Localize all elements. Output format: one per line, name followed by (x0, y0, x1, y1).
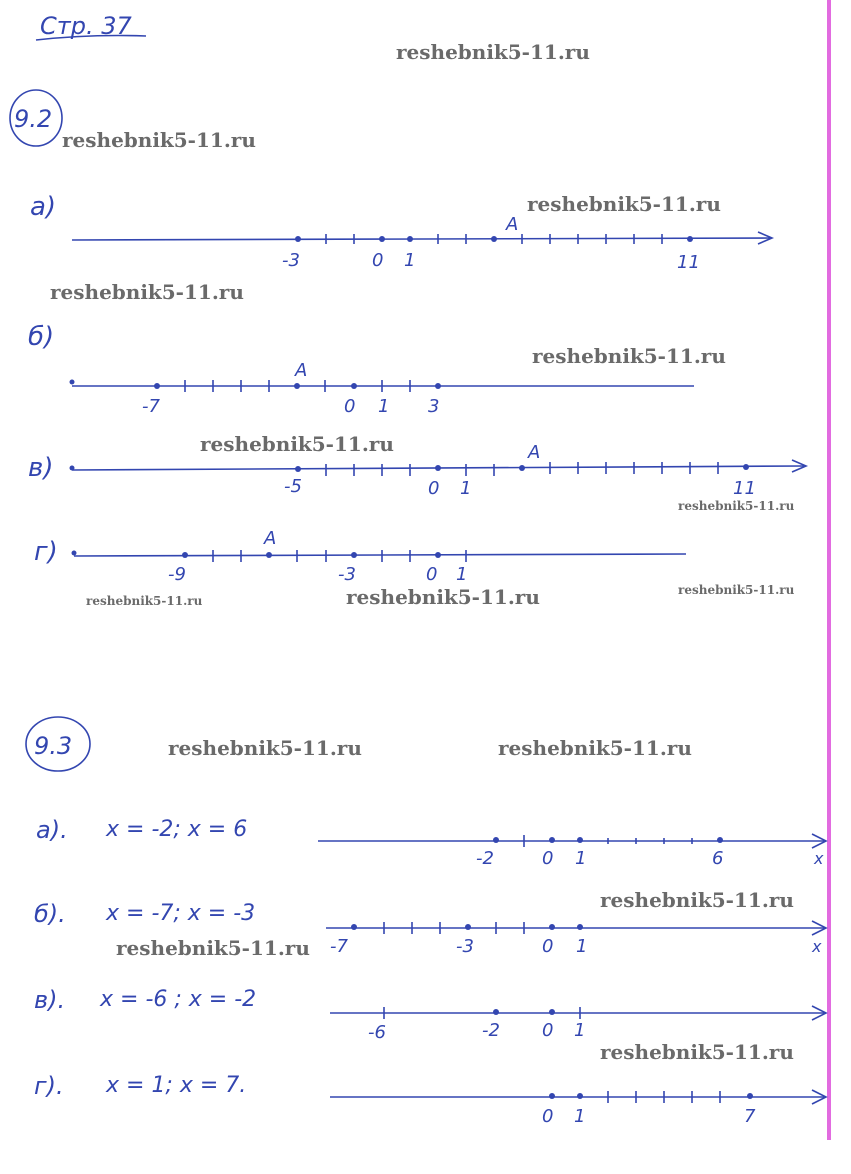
tick-label: 0 (542, 1020, 554, 1041)
number-line-dot (295, 236, 301, 242)
point-a-dot (519, 465, 525, 471)
tick-label: 1 (378, 396, 390, 417)
number-line (72, 238, 770, 240)
tick-label: 0 (542, 1106, 554, 1127)
number-line-dot (351, 924, 357, 930)
tick-label: -7 (142, 396, 160, 417)
part-label: б). (34, 900, 66, 928)
watermark: reshebnik5-11.ru (62, 128, 256, 152)
number-line-dot (743, 464, 749, 470)
number-line-dot (435, 383, 441, 389)
number-line-dot (549, 924, 555, 930)
watermark: reshebnik5-11.ru (498, 736, 692, 760)
point-a-dot (294, 383, 300, 389)
tick-label: 7 (744, 1106, 756, 1127)
tick-label: 0 (428, 478, 440, 499)
tick-label: 0 (344, 396, 356, 417)
watermark: reshebnik5-11.ru (600, 888, 794, 912)
watermark: reshebnik5-11.ru (50, 280, 244, 304)
exercise-number: 9.2 (14, 105, 53, 133)
tick-label: -7 (330, 936, 348, 957)
number-line-dot (717, 837, 723, 843)
watermark: reshebnik5-11.ru (168, 736, 362, 760)
part-label: а). (36, 816, 68, 844)
tick-label: -9 (168, 564, 186, 585)
tick-label: -3 (338, 564, 356, 585)
tick-label: 1 (456, 564, 468, 585)
number-line-dot (747, 1093, 753, 1099)
number-line-dot (435, 465, 441, 471)
equation: x = -2; x = 6 (106, 817, 248, 842)
part-label: г) (34, 537, 58, 567)
tick-label: 1 (574, 1106, 586, 1127)
number-line-dot (435, 552, 441, 558)
number-line-dot (154, 383, 160, 389)
tick-label: 1 (576, 936, 588, 957)
watermark: reshebnik5-11.ru (200, 432, 394, 456)
number-line-dot (577, 837, 583, 843)
number-line-dot (577, 1093, 583, 1099)
watermark: reshebnik5-11.ru (346, 585, 540, 609)
equation: x = -6 ; x = -2 (100, 987, 257, 1012)
watermark: reshebnik5-11.ru (116, 936, 310, 960)
tick-label: 3 (428, 396, 440, 417)
number-line-dot (549, 837, 555, 843)
tick-label: -2 (476, 848, 494, 869)
watermark: reshebnik5-11.ru (86, 594, 203, 608)
tick-label: 6 (712, 848, 724, 869)
number-line-dot (493, 1009, 499, 1015)
number-line-dot (70, 380, 75, 385)
number-line-dot (72, 551, 77, 556)
number-line-dot (407, 236, 413, 242)
number-line-dot (182, 552, 188, 558)
tick-label: 0 (542, 848, 554, 869)
axis-label: x (814, 849, 824, 868)
tick-label: -5 (284, 476, 302, 497)
axis-label: x (812, 937, 822, 956)
tick-label: 0 (542, 936, 554, 957)
tick-label: 1 (460, 478, 472, 499)
equation: x = -7; x = -3 (106, 901, 256, 926)
tick-label: -3 (456, 936, 474, 957)
tick-label: 1 (404, 250, 416, 271)
watermark: reshebnik5-11.ru (678, 583, 795, 597)
point-label: A (295, 360, 308, 381)
part-label: в). (34, 986, 66, 1014)
equation: x = 1; x = 7. (106, 1073, 247, 1098)
tick-label: 11 (677, 252, 700, 273)
part-label: г). (34, 1072, 64, 1100)
exercise-number: 9.3 (34, 732, 73, 760)
tick-label: -6 (368, 1022, 386, 1043)
number-line-dot (70, 466, 75, 471)
number-line-dot (549, 1093, 555, 1099)
number-line-dot (379, 236, 385, 242)
part-label: в) (28, 453, 54, 483)
page-header: Стр. 37 (40, 12, 132, 40)
point-label: A (528, 442, 541, 463)
point-a-dot (491, 236, 497, 242)
tick-label: -3 (282, 250, 300, 271)
number-line-dot (351, 552, 357, 558)
number-line-dot (687, 236, 693, 242)
watermark: reshebnik5-11.ru (532, 344, 726, 368)
tick-label: 1 (575, 848, 587, 869)
watermark: reshebnik5-11.ru (527, 192, 721, 216)
point-a-dot (266, 552, 272, 558)
watermark: reshebnik5-11.ru (678, 499, 795, 513)
number-line-dot (549, 1009, 555, 1015)
point-label: A (506, 214, 519, 235)
number-line-dot (295, 466, 301, 472)
tick-label: -2 (482, 1020, 500, 1041)
number-line-dot (493, 837, 499, 843)
watermark: reshebnik5-11.ru (600, 1040, 794, 1064)
number-line-dot (465, 924, 471, 930)
number-line-dot (351, 383, 357, 389)
part-label: а) (30, 192, 57, 222)
watermark: reshebnik5-11.ru (396, 40, 590, 64)
number-line (74, 554, 686, 556)
tick-label: 0 (372, 250, 384, 271)
tick-label: 11 (733, 478, 756, 499)
number-line-dot (577, 924, 583, 930)
part-label: б) (28, 322, 55, 352)
tick-label: 0 (426, 564, 438, 585)
tick-label: 1 (574, 1020, 586, 1041)
point-label: A (264, 528, 277, 549)
